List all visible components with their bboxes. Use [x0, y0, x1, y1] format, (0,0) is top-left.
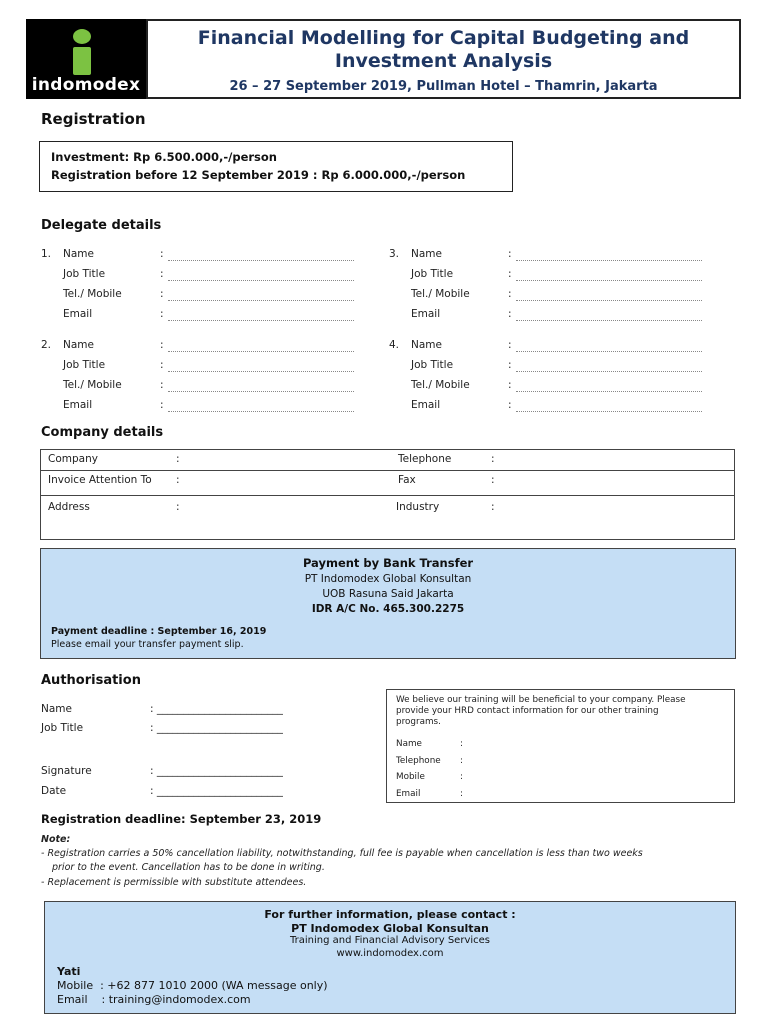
delegate-details-heading: Delegate details: [41, 218, 162, 233]
industry-label: Industry: [396, 501, 440, 513]
delegate-field-input[interactable]: [168, 351, 354, 352]
delegate-number: 4.: [389, 339, 400, 351]
delegate-field-label: Email: [411, 399, 441, 411]
company-colon: :: [176, 453, 180, 465]
delegate-field-input[interactable]: [516, 371, 702, 372]
auth-name-label: Name: [41, 703, 72, 715]
contact-mobile[interactable]: Mobile : +62 877 1010 2000 (WA message only): [57, 979, 328, 992]
delegate-field-label: Name: [411, 248, 442, 260]
delegate-field-label: Tel./ Mobile: [63, 288, 122, 300]
payment-company: PT Indomodex Global Konsultan: [304, 573, 472, 585]
auth-signature-label: Signature: [41, 765, 92, 777]
note-title: Note:: [41, 834, 71, 845]
auth-name-field[interactable]: : ________________________: [150, 703, 283, 715]
delegate-field-input[interactable]: [168, 260, 354, 261]
hrd-mobile-label: Mobile: [396, 772, 425, 782]
invoice-attention-label: Invoice Attention To: [48, 474, 152, 486]
company-table: [40, 449, 735, 540]
investment-price: Investment: Rp 6.500.000,-/person: [51, 150, 277, 164]
delegate-field-colon: :: [160, 308, 164, 320]
delegate-field-input[interactable]: [516, 260, 702, 261]
hrd-contact-box: [386, 689, 735, 803]
delegate-field-label: Name: [411, 339, 442, 351]
auth-date-field[interactable]: : ________________________: [150, 785, 283, 797]
delegate-field-input[interactable]: [516, 300, 702, 301]
delegate-field-label: Tel./ Mobile: [411, 379, 470, 391]
hrd-email-label: Email: [396, 789, 421, 799]
delegate-field-input[interactable]: [516, 280, 702, 281]
delegate-field-colon: :: [160, 288, 164, 300]
delegate-field-colon: :: [508, 248, 512, 260]
note-item1-continued: prior to the event. Cancellation has to be done in writing.: [52, 862, 325, 873]
address-colon: :: [176, 501, 180, 513]
payment-box: [40, 548, 736, 659]
delegate-field-label: Tel./ Mobile: [63, 379, 122, 391]
delegate-field-input[interactable]: [168, 391, 354, 392]
hrd-text-line2: provide your HRD contact information for our other training: [396, 706, 659, 716]
hrd-text-line1: We believe our training will be beneficial to your company. Please: [396, 695, 686, 705]
contact-tagline: Training and Financial Advisory Services: [289, 935, 490, 946]
registration-deadline: Registration deadline: September 23, 2019: [41, 812, 322, 826]
delegate-field-input[interactable]: [516, 320, 702, 321]
contact-box: [44, 901, 736, 1014]
logo-i-dot-icon: [73, 29, 91, 44]
registration-heading: Registration: [41, 110, 146, 128]
auth-job-label: Job Title: [41, 722, 84, 734]
telephone-label: Telephone: [398, 453, 452, 465]
delegate-number: 3.: [389, 248, 400, 260]
delegate-field-label: Job Title: [411, 268, 454, 280]
delegate-field-colon: :: [508, 359, 512, 371]
price-box: [39, 141, 513, 192]
contact-company: PT Indomodex Global Konsultan: [291, 922, 489, 935]
fax-label: Fax: [398, 474, 416, 486]
course-title-line2: Investment Analysis: [334, 50, 553, 72]
delegate-field-label: Email: [63, 308, 93, 320]
note-item1: - Registration carries a 50% cancellation liability, notwithstanding, full fee is payable when cancellation is less than two weeks: [41, 848, 643, 859]
industry-colon: :: [491, 501, 495, 513]
delegate-field-label: Job Title: [63, 268, 106, 280]
delegate-field-input[interactable]: [168, 300, 354, 301]
payment-account: IDR A/C No. 465.300.2275: [311, 603, 465, 615]
event-info: 26 – 27 September 2019, Pullman Hotel – Thamrin, Jakarta: [229, 79, 658, 94]
delegate-field-input[interactable]: [168, 280, 354, 281]
delegate-field-label: Job Title: [63, 359, 106, 371]
delegate-field-colon: :: [508, 339, 512, 351]
delegate-field-colon: :: [160, 359, 164, 371]
delegate-field-colon: :: [508, 379, 512, 391]
title-box: [146, 19, 741, 99]
contact-email[interactable]: Email : training@indomodex.com: [57, 993, 251, 1006]
course-title-line1: Financial Modelling for Capital Budgeting and: [197, 27, 690, 49]
hrd-text-line3: programs.: [396, 717, 441, 727]
hrd-name-label: Name: [396, 739, 422, 749]
delegate-field-input[interactable]: [168, 371, 354, 372]
payment-note: Please email your transfer payment slip.: [51, 639, 244, 650]
logo-i-stem-icon: [73, 47, 91, 75]
delegate-field-colon: :: [508, 308, 512, 320]
hrd-name-colon[interactable]: :: [460, 739, 463, 749]
hrd-telephone-label: Telephone: [396, 756, 441, 766]
logo-wordmark: indomodex: [31, 75, 141, 95]
company-details-heading: Company details: [41, 425, 164, 440]
delegate-field-input[interactable]: [516, 411, 702, 412]
delegate-field-input[interactable]: [516, 391, 702, 392]
hrd-mobile-colon[interactable]: :: [460, 772, 463, 782]
delegate-field-label: Job Title: [411, 359, 454, 371]
delegate-field-input[interactable]: [516, 351, 702, 352]
delegate-field-input[interactable]: [168, 411, 354, 412]
delegate-field-label: Email: [63, 399, 93, 411]
delegate-field-label: Name: [63, 248, 94, 260]
hrd-email-colon[interactable]: :: [460, 789, 463, 799]
payment-deadline: Payment deadline : September 16, 2019: [51, 626, 267, 637]
early-registration-price: Registration before 12 September 2019 : Rp 6.000.000,-/person: [51, 168, 466, 182]
delegate-field-colon: :: [508, 268, 512, 280]
delegate-field-colon: :: [160, 248, 164, 260]
contact-person: Yati: [57, 965, 81, 978]
contact-title: For further information, please contact :: [264, 908, 516, 921]
auth-date-label: Date: [41, 785, 67, 797]
delegate-number: 2.: [41, 339, 52, 351]
delegate-field-colon: :: [160, 339, 164, 351]
hrd-telephone-colon[interactable]: :: [460, 756, 463, 766]
telephone-colon: :: [491, 453, 495, 465]
payment-title: Payment by Bank Transfer: [302, 556, 474, 570]
indomodex-logo: [26, 19, 146, 99]
table-divider: [41, 495, 734, 496]
address-label: Address: [48, 501, 90, 513]
delegate-field-label: Tel./ Mobile: [411, 288, 470, 300]
contact-website[interactable]: www.indomodex.com: [336, 948, 444, 959]
delegate-field-colon: :: [160, 379, 164, 391]
fax-colon: :: [491, 474, 495, 486]
delegate-number: 1.: [41, 248, 52, 260]
payment-bank: UOB Rasuna Said Jakarta: [322, 588, 454, 600]
authorisation-heading: Authorisation: [41, 673, 141, 688]
invoice-colon: :: [176, 474, 180, 486]
delegate-field-label: Email: [411, 308, 441, 320]
delegate-field-colon: :: [508, 288, 512, 300]
delegate-field-colon: :: [508, 399, 512, 411]
delegate-field-input[interactable]: [168, 320, 354, 321]
delegate-field-label: Name: [63, 339, 94, 351]
auth-signature-field[interactable]: : ________________________: [150, 765, 283, 777]
delegate-field-colon: :: [160, 268, 164, 280]
note-item2: - Replacement is permissible with substitute attendees.: [41, 877, 307, 888]
company-label: Company: [48, 453, 98, 465]
auth-job-field[interactable]: : ________________________: [150, 722, 283, 734]
table-divider: [41, 470, 734, 471]
delegate-field-colon: :: [160, 399, 164, 411]
